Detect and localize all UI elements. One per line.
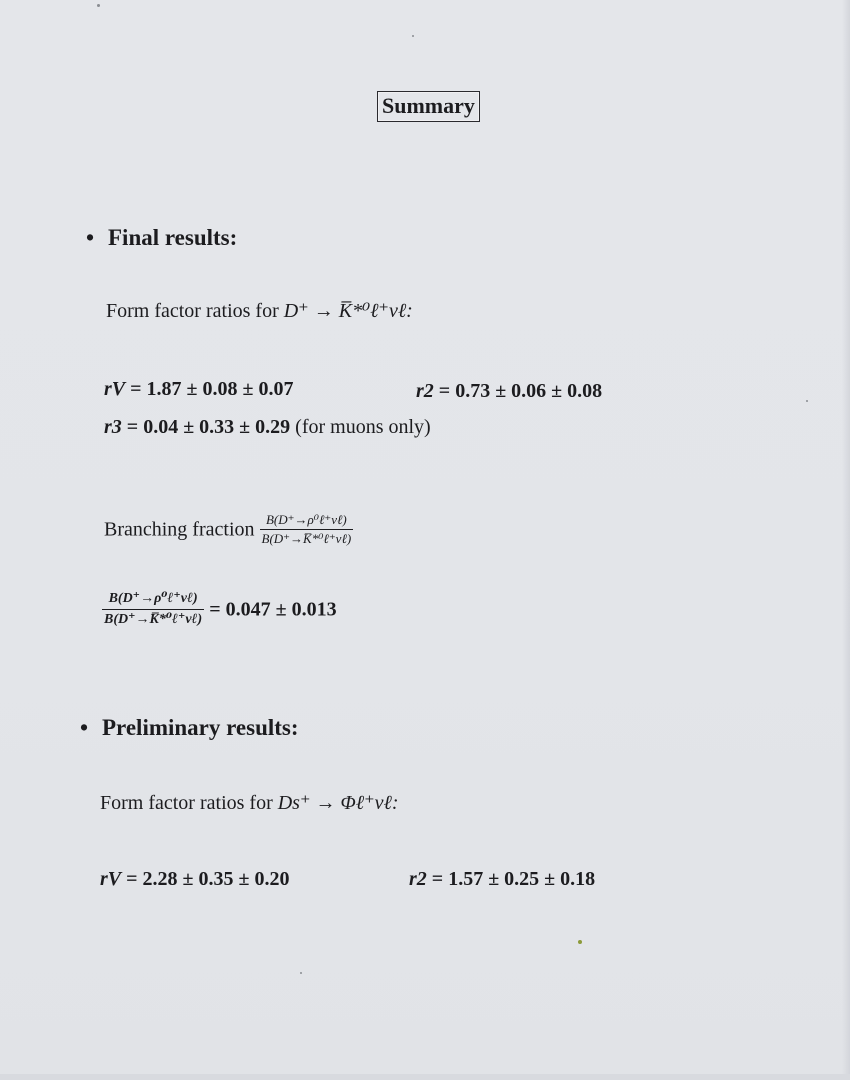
scan-speck — [300, 972, 302, 974]
page-bottom-shadow — [0, 1074, 850, 1080]
branching-fraction-denominator: B(D⁺→K̅*⁰ℓ⁺νℓ) — [261, 531, 352, 546]
final-r3-note: (for muons only) — [295, 416, 431, 438]
prelim-formfactor-intro: Form factor ratios for — [100, 792, 273, 814]
branching-fraction-symbol — [260, 512, 354, 547]
final-r2-equation — [416, 378, 602, 404]
branching-fraction-result — [102, 590, 337, 629]
prelim-r2-equation — [409, 866, 595, 892]
final-r3-label: r3 — [104, 416, 122, 438]
prelim-rv-value: = 2.28 ± 0.35 ± 0.20 — [126, 868, 290, 890]
final-formfactor-decay: D⁺ → K̅*⁰ℓ⁺νℓ: — [283, 300, 413, 322]
preliminary-results-heading — [80, 714, 299, 742]
page-title-text: Summary — [382, 93, 475, 118]
prelim-formfactor-decay: Ds⁺ → Φℓ⁺νℓ: — [277, 792, 399, 814]
scan-speck — [412, 35, 414, 37]
branching-fraction-value: = 0.047 ± 0.013 — [209, 598, 337, 621]
prelim-r2-label: r2 — [409, 868, 427, 890]
bullet-icon: • — [86, 225, 95, 250]
final-formfactor-intro: Form factor ratios for — [106, 300, 279, 322]
final-formfactor-line — [106, 298, 413, 324]
final-results-heading-text: Final results: — [108, 225, 238, 250]
final-rv-equation — [104, 376, 293, 402]
branching-fraction-numerator: B(D⁺→ρ⁰ℓ⁺νℓ) — [260, 512, 354, 530]
page-edge-shadow — [842, 0, 850, 1080]
prelim-rv-label: rV — [100, 868, 122, 890]
final-r2-label: r2 — [416, 380, 434, 402]
prelim-rv-equation — [100, 866, 289, 892]
branching-fraction-label: Branching fraction — [104, 518, 255, 541]
final-r3-value: = 0.04 ± 0.33 ± 0.29 — [126, 416, 291, 438]
scan-speck — [806, 400, 808, 402]
branching-ratio-numerator: B(D⁺→ρ⁰ℓ⁺νℓ) — [102, 590, 204, 610]
bullet-icon: • — [80, 715, 89, 740]
final-rv-label: rV — [104, 378, 126, 400]
page-title — [377, 91, 480, 122]
preliminary-results-heading-text: Preliminary results: — [102, 715, 299, 740]
final-rv-value: = 1.87 ± 0.08 ± 0.07 — [130, 378, 294, 400]
final-r2-value: = 0.73 ± 0.06 ± 0.08 — [438, 380, 603, 402]
scan-speck — [97, 4, 100, 7]
scan-speck — [578, 940, 582, 944]
final-r3-equation — [104, 414, 431, 440]
final-results-heading — [86, 224, 237, 252]
prelim-formfactor-line — [100, 790, 399, 816]
branching-fraction-line — [104, 512, 353, 547]
branching-fraction-ratio — [102, 590, 204, 629]
prelim-r2-value: = 1.57 ± 0.25 ± 0.18 — [431, 868, 596, 890]
branching-ratio-denominator: B(D⁺→K̅*⁰ℓ⁺νℓ) — [104, 612, 203, 627]
